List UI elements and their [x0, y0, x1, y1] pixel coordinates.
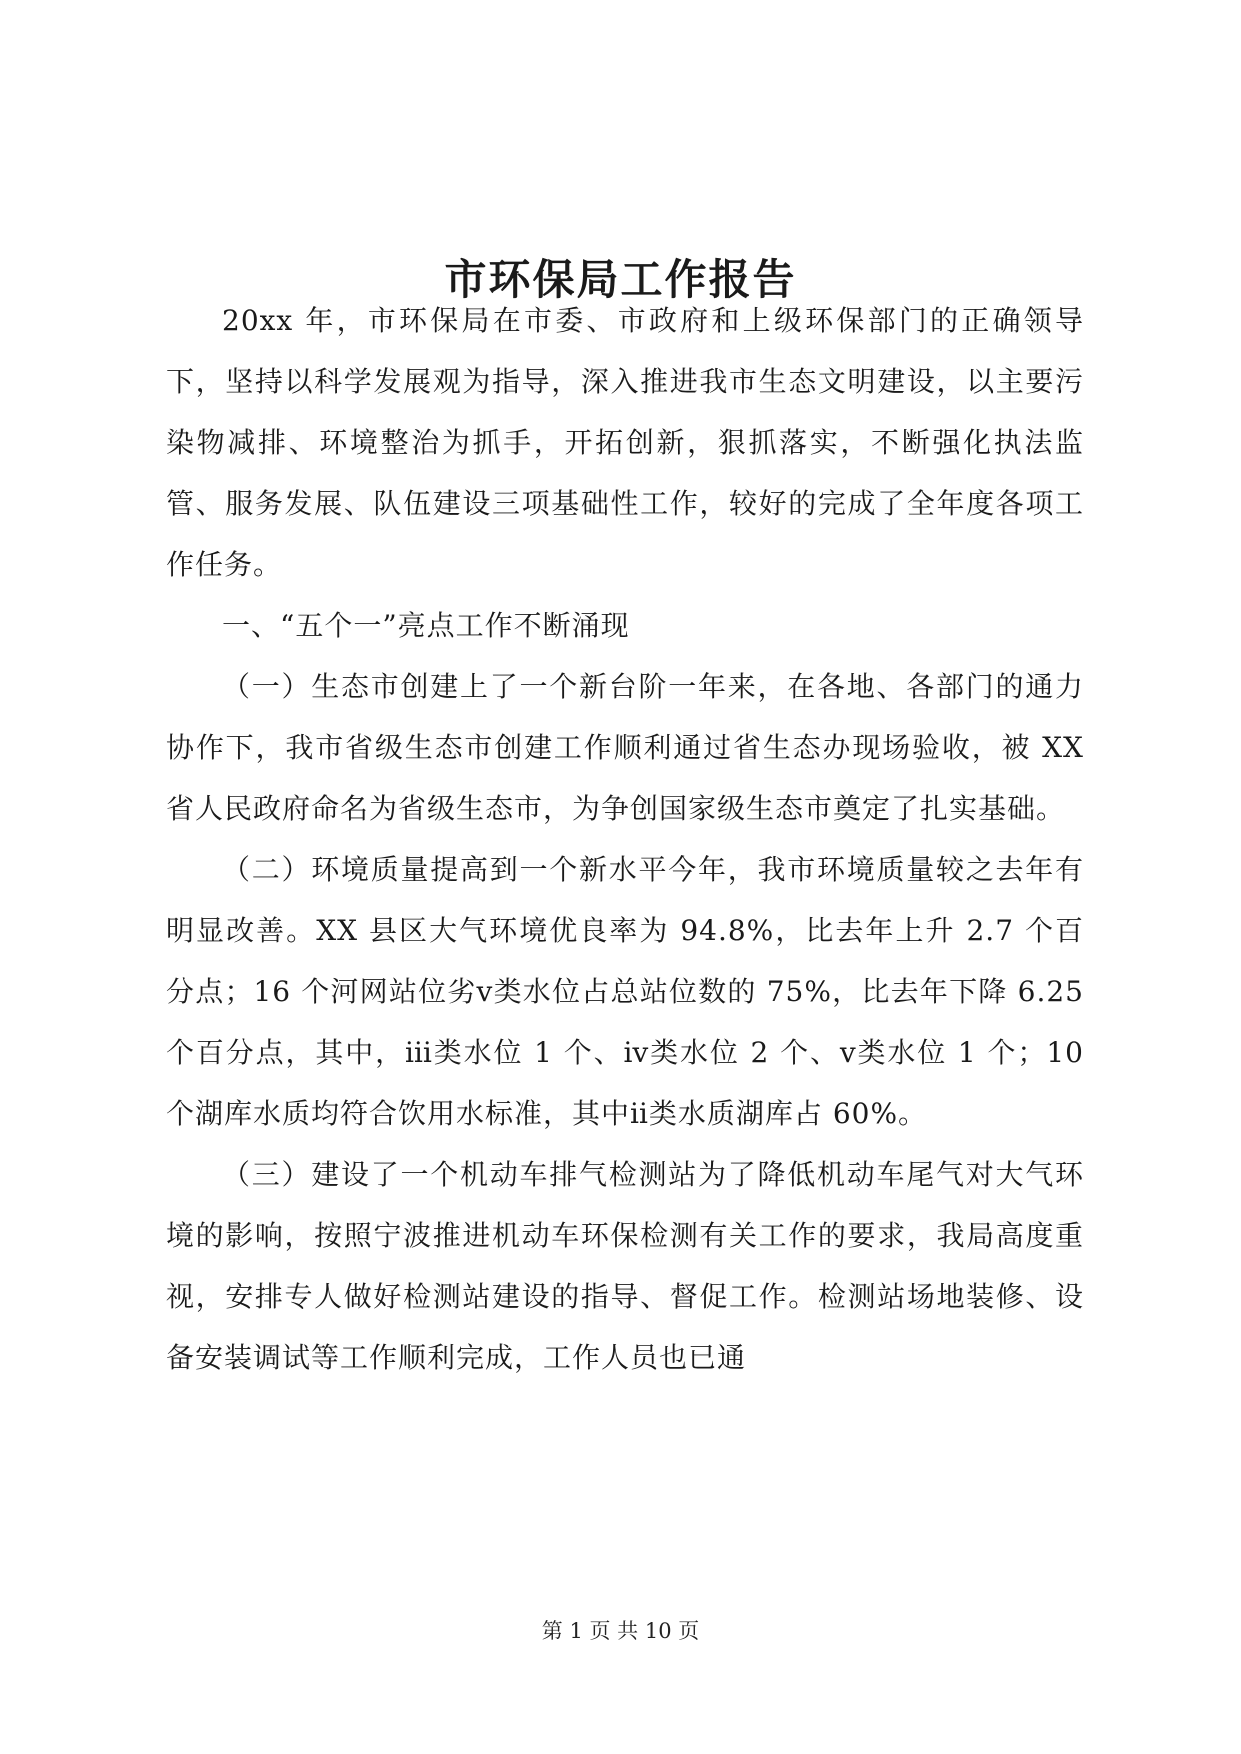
- paragraph-intro: 20xx 年，市环保局在市委、市政府和上级环保部门的正确领导下，坚持以科学发展观为指导，深入推进我市生态文明建设，以主要污染物减排、环境整治为抓手，开拓创新，狠抓落实，不断强化执法监管、服务发展、队伍建设三项基础性工作，较好的完成了全年度各项工作任务。: [166, 304, 1084, 581]
- paragraph-item-3: （三）建设了一个机动车排气检测站为了降低机动车尾气对大气环境的影响，按照宁波推进机动车环保检测有关工作的要求，我局高度重视，安排专人做好检测站建设的指导、督促工作。检测站场地装修、设备安装调试等工作顺利完成，工作人员也已通: [166, 1158, 1084, 1374]
- paragraph-item-2: （二）环境质量提高到一个新水平今年，我市环境质量较之去年有明显改善。XX 县区大气环境优良率为 94.8%，比去年上升 2.7 个百分点；16 个河网站位劣ⅴ类水位占总站位数的 75%，比去年下降 6.25 个百分点，其中，ⅲ类水位 1 个、ⅳ类水位 2 个、ⅴ类水位 1 个；10 个湖库水质均符合饮用水标准，其中ⅱ类水质湖库占 60%。: [166, 853, 1084, 1130]
- document-body: [166, 290, 1084, 1388]
- document-title: 市环保局工作报告: [444, 255, 797, 305]
- paragraph-item-1: （一）生态市创建上了一个新台阶一年来，在各地、各部门的通力协作下，我市省级生态市创建工作顺利通过省生态办现场验收，被 XX 省人民政府命名为省级生态市，为争创国家级生态市奠定了扎实基础。: [166, 670, 1084, 825]
- page-number-footer: 第 1 页 共 10 页: [541, 1619, 700, 1643]
- section-heading-1: 一、“五个一”亮点工作不断涌现: [222, 609, 630, 642]
